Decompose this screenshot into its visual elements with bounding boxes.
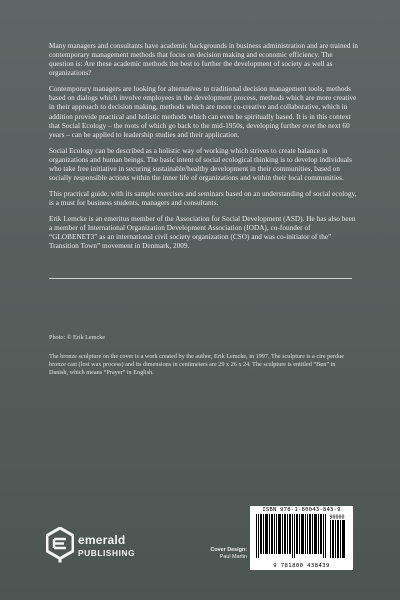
isbn-label: ISBN 978-1-80043-843-9 — [262, 507, 341, 513]
isbn-barcode-block — [250, 506, 353, 570]
barcode-icon — [254, 514, 349, 560]
author-bio: Erik Lemcke is an emeritus member of the Association for Social Development (ASD). He has also been a member of International Organization Development Association (IODA), co-founder of “GLOBENET3” as an international civil society organization (CSO) and was co-initiator of the” Transition Town” movement in Denmark, 2009. — [49, 214, 356, 250]
blurb-paragraph-1: Many managers and consultants have academic backgrounds in business administration and are trained in contemporary management methods that focus on decision making and economic efficiency. The question is: Are these academic methods the best to further the development of society as well as organizations? — [49, 42, 359, 78]
sculpture-note: The bronze sculpture on the cover is a work created by the author, Erik Lemcke, in 1997. The sculpture is a cire perdue bronze cast (lost wax process) and its dimensions in centimeters are 29 x 26 x 24. The sculpture is entitled “Bøn” in Danish, which means “Prayer” in English. — [49, 353, 344, 377]
isbn-digits: 9 781800 438439 — [273, 563, 330, 569]
blurb-paragraph-3: Social Ecology can be described as a holistic way of working which strives to create balance in organizations and human beings. The basic intent of social ecological thinking is to develop individuals who take free initiative in securing sustainable/healthy development in their communities, based on socially responsible actions within the inner life of organizations and within their local communities. — [49, 146, 352, 183]
emerald-e-icon — [46, 527, 74, 563]
publisher-sub: PUBLISHING — [78, 548, 136, 558]
isbn-addon: 90000 — [329, 514, 345, 521]
photo-credit: Photo: © Erik Lemcke — [49, 334, 106, 341]
cover-designer: Paul Martin — [219, 554, 247, 560]
cover-design-credit — [177, 547, 247, 561]
blurb-paragraph-2: Contemporary managers are looking for alternatives to traditional decision management tools, methods based on dialogs which involve employees in the development process, methods which are more creative in their approach to decision making, methods which are more co-creative and collaborative, which in addition provide practical and holistic methods which can even be spiritually based. It is in this context that Social Ecology – the roots of which go back to the mid-1950s, developing further over the next 60 years – can be applied to leadership studies and their application. — [49, 85, 357, 139]
divider-rule — [49, 278, 352, 279]
cover-design-label: Cover Design: — [210, 547, 247, 553]
blurb-text — [49, 42, 359, 258]
blurb-paragraph-4: This practical guide, with its sample exercises and seminars based on an understanding of social ecology, is a must for business students, managers and consultants. — [49, 189, 357, 207]
publisher-name: emerald — [78, 533, 126, 547]
publisher-logo — [46, 527, 166, 565]
